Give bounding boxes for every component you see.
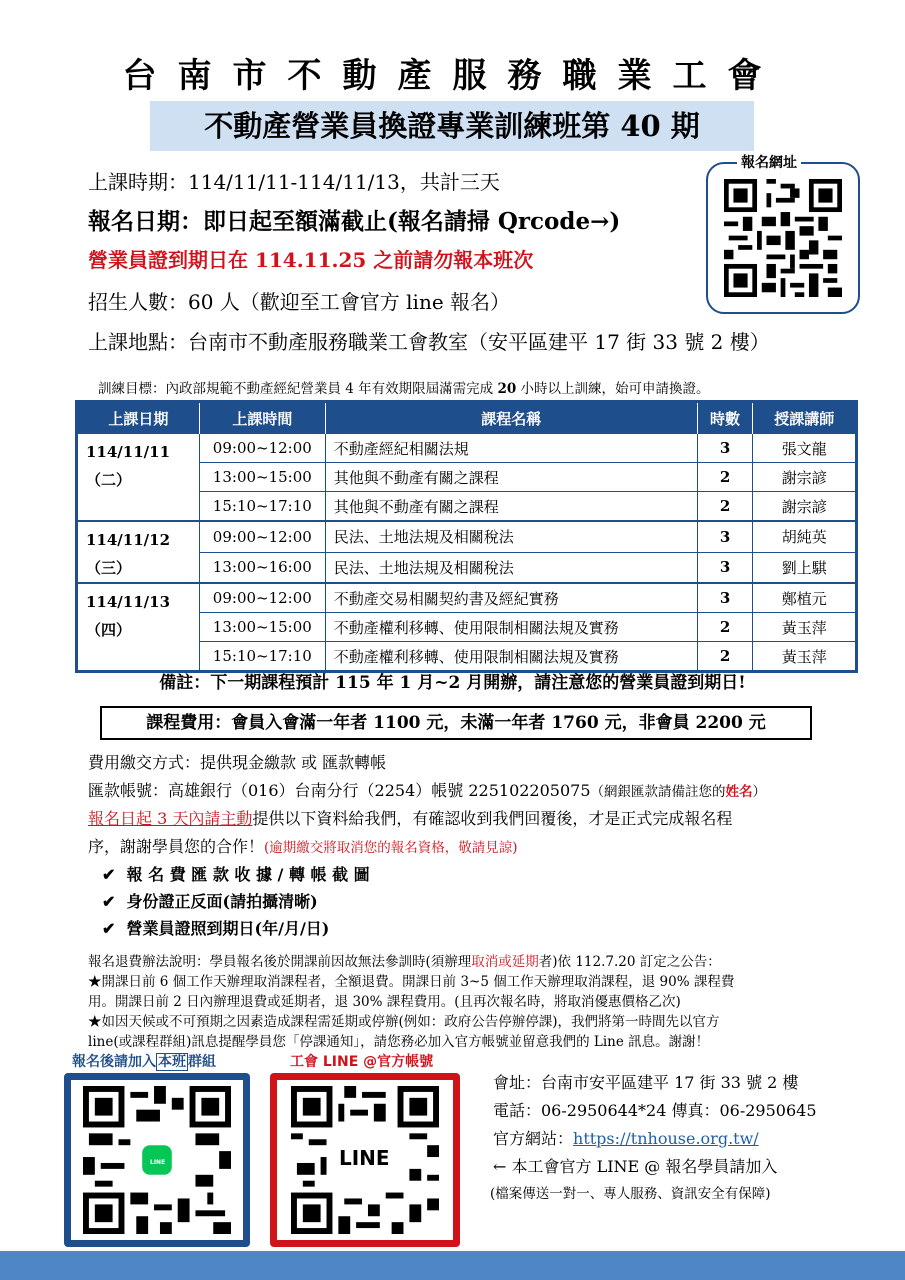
refund-policy-line: line(或課程群組)訊息提醒學員您「停課通知」，請您務必加入官方帳號並留意我們的 Line 訊息。謝謝！ bbox=[88, 1034, 710, 1050]
website-link[interactable]: https://tnhouse.org.tw/ bbox=[573, 1129, 759, 1148]
contact-address: 會址：台南市安平區建平 17 街 33 號 2 樓 bbox=[493, 1073, 799, 1092]
line-badge-icon: LINE bbox=[150, 1159, 166, 1166]
header-hours: 時數 bbox=[697, 402, 753, 434]
date-cell: 114/11/12 （三） bbox=[77, 521, 200, 583]
time-cell: 15:10~17:10 bbox=[199, 492, 325, 522]
deadline-instruction: 報名日起 3 天內請主動提供以下資料給我們，有確認收到我們回覆後，才是正式完成報名程 bbox=[88, 809, 733, 828]
check-icon: ✔ bbox=[102, 892, 116, 911]
hours-cell: 2 bbox=[697, 463, 753, 492]
refund-policy-line: ★開課日前 6 個工作天辦理取消課程者，全額退費。開課日前 3~5 個工作天辦理取消課程，退 90% 課程費 bbox=[88, 974, 735, 990]
time-cell: 13:00~15:00 bbox=[199, 463, 325, 492]
refund-policy-line: ★如因天候或不可預期之因素造成課程需延期或停辦(例如：政府公告停辦停課)，我們將第一時間先以官方 bbox=[88, 1014, 720, 1030]
enrollment-line: 招生人數：60 人（歡迎至工會官方 line 報名） bbox=[88, 290, 511, 314]
header-date: 上課日期 bbox=[77, 402, 200, 434]
hours-cell: 2 bbox=[697, 642, 753, 672]
time-cell: 13:00~16:00 bbox=[199, 552, 325, 583]
time-cell: 09:00~12:00 bbox=[199, 521, 325, 552]
hours-cell: 2 bbox=[697, 613, 753, 642]
time-cell: 13:00~15:00 bbox=[199, 613, 325, 642]
time-cell: 15:10~17:10 bbox=[199, 642, 325, 672]
course-cell: 民法、土地法規及相關稅法 bbox=[325, 552, 697, 583]
official-qr-card[interactable] bbox=[270, 1073, 460, 1247]
table-row bbox=[77, 521, 857, 552]
contact-website: 官方網站：https://tnhouse.org.tw/ bbox=[493, 1129, 759, 1148]
hours-cell: 3 bbox=[697, 521, 753, 552]
check-icon: ✔ bbox=[102, 919, 116, 938]
table-row bbox=[77, 583, 857, 613]
hours-cell: 2 bbox=[697, 492, 753, 522]
payment-method: 費用繳交方式：提供現金繳款 或 匯款轉帳 bbox=[88, 753, 387, 772]
course-cell: 不動產交易相關契約書及經紀實務 bbox=[325, 583, 697, 613]
refund-policy-line: 用。開課日前 2 日內辦理退費或延期者，退 30% 課程費用。(且再次報名時，將取消優惠價格乙次) bbox=[88, 994, 681, 1010]
schedule-table bbox=[75, 400, 858, 673]
bank-account: 匯款帳號：高雄銀行（016）台南分行（2254）帳號 225102205075（網銀匯款請備註您的姓名） bbox=[88, 781, 767, 800]
registration-qr-code[interactable] bbox=[721, 179, 845, 297]
schedule-header-row bbox=[77, 402, 857, 434]
checklist-item: ✔ 營業員證照到期日(年/月/日) bbox=[102, 919, 330, 938]
registration-qr-frame[interactable] bbox=[706, 162, 860, 314]
line-logo-text: LINE bbox=[339, 1146, 390, 1170]
course-cell: 不動產權利移轉、使用限制相關法規及實務 bbox=[325, 613, 697, 642]
date-cell: 114/11/13 （四） bbox=[77, 583, 200, 672]
goal-suffix: 小時以上訓練，始可申請換證。 bbox=[516, 381, 710, 397]
teacher-cell: 謝宗諺 bbox=[753, 492, 857, 522]
teacher-cell: 鄭植元 bbox=[753, 583, 857, 613]
course-cell: 不動產經紀相關法規 bbox=[325, 434, 697, 463]
hours-cell: 3 bbox=[697, 552, 753, 583]
footer-band bbox=[0, 1251, 905, 1280]
course-fee: 課程費用：會員入會滿一年者 1100 元，未滿一年者 1760 元，非會員 2200 元 bbox=[100, 706, 812, 740]
teacher-cell: 劉上騏 bbox=[753, 552, 857, 583]
teacher-cell: 謝宗諺 bbox=[753, 463, 857, 492]
course-cell: 其他與不動產有關之課程 bbox=[325, 492, 697, 522]
group-qr-label: 報名後請加入 本班 群組 bbox=[72, 1054, 216, 1070]
contact-phone: 電話：06-2950644*24 傳真：06-2950645 bbox=[493, 1101, 817, 1120]
goal-prefix: 訓練目標：內政部規範不動產經紀營業員 4 年有效期限屆滿需完成 bbox=[98, 381, 498, 397]
warning-line: 營業員證到期日在 114.11.25 之前請勿報本班次 bbox=[88, 248, 534, 272]
hours-cell: 3 bbox=[697, 434, 753, 463]
next-session-note: 備註：下一期課程預計 115 年 1 月~2 月開辦，請注意您的營業員證到期日! bbox=[159, 673, 746, 693]
union-title: 台南市不動產服務職業工會 bbox=[122, 56, 783, 96]
course-title: 不動產營業員換證專業訓練班第 40 期 bbox=[150, 101, 754, 151]
table-row bbox=[77, 434, 857, 463]
refund-policy-line: 報名退費辦法說明：學員報名後於開課前因故無法參訓時(須辦理取消或延期者)依 112.7.20 訂定之公告： bbox=[88, 954, 721, 970]
period-line: 上課時期：114/11/11-114/11/13，共計三天 bbox=[88, 170, 500, 194]
privacy-note: (檔案傳送一對一、專人服務、資訊安全有保障) bbox=[490, 1186, 771, 1202]
check-icon: ✔ bbox=[102, 865, 116, 884]
registration-line: 報名日期：即日起至額滿截止(報名請掃 Qrcode→) bbox=[88, 208, 621, 235]
checklist-item: ✔ 報 名 費 匯 款 收 據 / 轉 帳 截 圖 bbox=[102, 865, 370, 884]
line-join-hint: ← 本工會官方 LINE @ 報名學員請加入 bbox=[493, 1157, 778, 1176]
group-qr-card[interactable] bbox=[64, 1073, 250, 1247]
header-course: 課程名稱 bbox=[325, 402, 697, 434]
overdue-warning: (逾期繳交將取消您的報名資格，敬請見諒) bbox=[264, 840, 518, 856]
thanks-line: 序，謝謝學員您的合作！(逾期繳交將取消您的報名資格，敬請見諒) bbox=[88, 837, 518, 856]
course-cell: 民法、土地法規及相關稅法 bbox=[325, 521, 697, 552]
time-cell: 09:00~12:00 bbox=[199, 583, 325, 613]
header-time: 上課時間 bbox=[199, 402, 325, 434]
time-cell: 09:00~12:00 bbox=[199, 434, 325, 463]
date-cell: 114/11/11 （二） bbox=[77, 434, 200, 522]
teacher-cell: 胡純英 bbox=[753, 521, 857, 552]
goal-hours: 20 bbox=[497, 381, 517, 397]
teacher-cell: 張文龍 bbox=[753, 434, 857, 463]
teacher-cell: 黃玉萍 bbox=[753, 642, 857, 672]
course-cell: 不動產權利移轉、使用限制相關法規及實務 bbox=[325, 642, 697, 672]
course-cell: 其他與不動產有關之課程 bbox=[325, 463, 697, 492]
hours-cell: 3 bbox=[697, 583, 753, 613]
header-teacher: 授課講師 bbox=[753, 402, 857, 434]
official-qr-label: 工會 LINE @官方帳號 bbox=[290, 1054, 434, 1070]
training-goal bbox=[98, 377, 710, 397]
checklist-item: ✔ 身份證正反面(請拍攝清晰) bbox=[102, 892, 318, 911]
teacher-cell: 黃玉萍 bbox=[753, 613, 857, 642]
registration-qr-label: 報名網址 bbox=[737, 152, 801, 172]
deadline-highlight: 報名日起 3 天內請主動 bbox=[88, 809, 253, 828]
location-line: 上課地點：台南市不動產服務職業工會教室（安平區建平 17 街 33 號 2 樓） bbox=[88, 330, 770, 354]
